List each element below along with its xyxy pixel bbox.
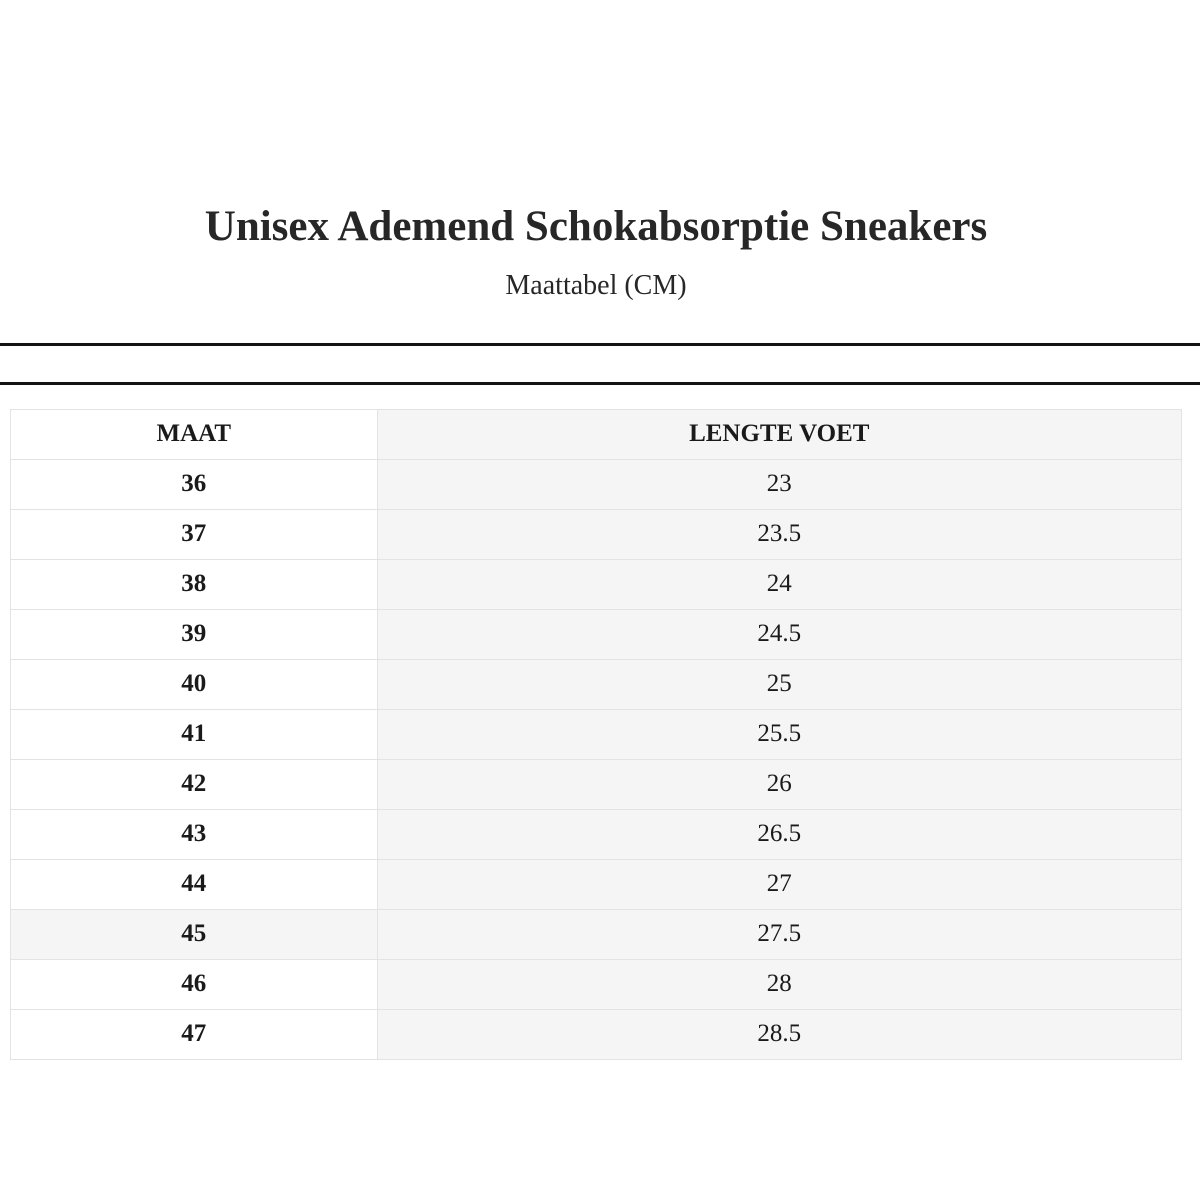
column-header-maat: MAAT — [11, 410, 378, 460]
lengte-voet-cell: 23.5 — [377, 510, 1181, 560]
lengte-voet-cell: 26.5 — [377, 810, 1181, 860]
lengte-voet-cell: 24.5 — [377, 610, 1181, 660]
column-header-lengte-voet: LENGTE VOET — [377, 410, 1181, 460]
maat-cell: 47 — [11, 1010, 378, 1060]
table-row — [11, 460, 1182, 510]
table-row — [11, 660, 1182, 710]
table-row — [11, 560, 1182, 610]
table-row — [11, 1010, 1182, 1060]
maat-cell: 44 — [11, 860, 378, 910]
lengte-voet-cell: 28.5 — [377, 1010, 1181, 1060]
lengte-voet-cell: 23 — [377, 460, 1181, 510]
lengte-voet-cell: 25 — [377, 660, 1181, 710]
header-row — [11, 410, 1182, 460]
lengte-voet-cell: 24 — [377, 560, 1181, 610]
lengte-voet-cell: 27 — [377, 860, 1181, 910]
table-row — [11, 760, 1182, 810]
maat-cell: 45 — [11, 910, 378, 960]
table-row — [11, 860, 1182, 910]
maat-cell: 40 — [11, 660, 378, 710]
maat-cell: 37 — [11, 510, 378, 560]
lengte-voet-cell: 26 — [377, 760, 1181, 810]
product-title: Unisex Ademend Schokabsorptie Sneakers — [204, 203, 988, 250]
maat-cell: 46 — [11, 960, 378, 1010]
table-row — [11, 910, 1182, 960]
lengte-voet-cell: 25.5 — [377, 710, 1181, 760]
table-row — [11, 610, 1182, 660]
maat-cell: 36 — [11, 460, 378, 510]
table-row — [11, 710, 1182, 760]
divider-line-bottom — [0, 382, 1200, 385]
maat-cell: 41 — [11, 710, 378, 760]
table-row — [11, 960, 1182, 1010]
size-table — [10, 409, 1182, 1060]
lengte-voet-cell: 27.5 — [377, 910, 1181, 960]
lengte-voet-cell: 28 — [377, 960, 1181, 1010]
maat-cell: 39 — [11, 610, 378, 660]
divider-line-top — [0, 343, 1200, 346]
page-header — [10, 0, 1182, 303]
table-row — [11, 810, 1182, 860]
table-row — [11, 510, 1182, 560]
maat-cell: 38 — [11, 560, 378, 610]
size-table-head — [11, 410, 1182, 460]
size-table-container — [10, 409, 1182, 1060]
maat-cell: 42 — [11, 760, 378, 810]
size-table-body — [11, 460, 1182, 1060]
maat-cell: 43 — [11, 810, 378, 860]
size-chart-subtitle: Maattabel (CM) — [505, 270, 687, 302]
